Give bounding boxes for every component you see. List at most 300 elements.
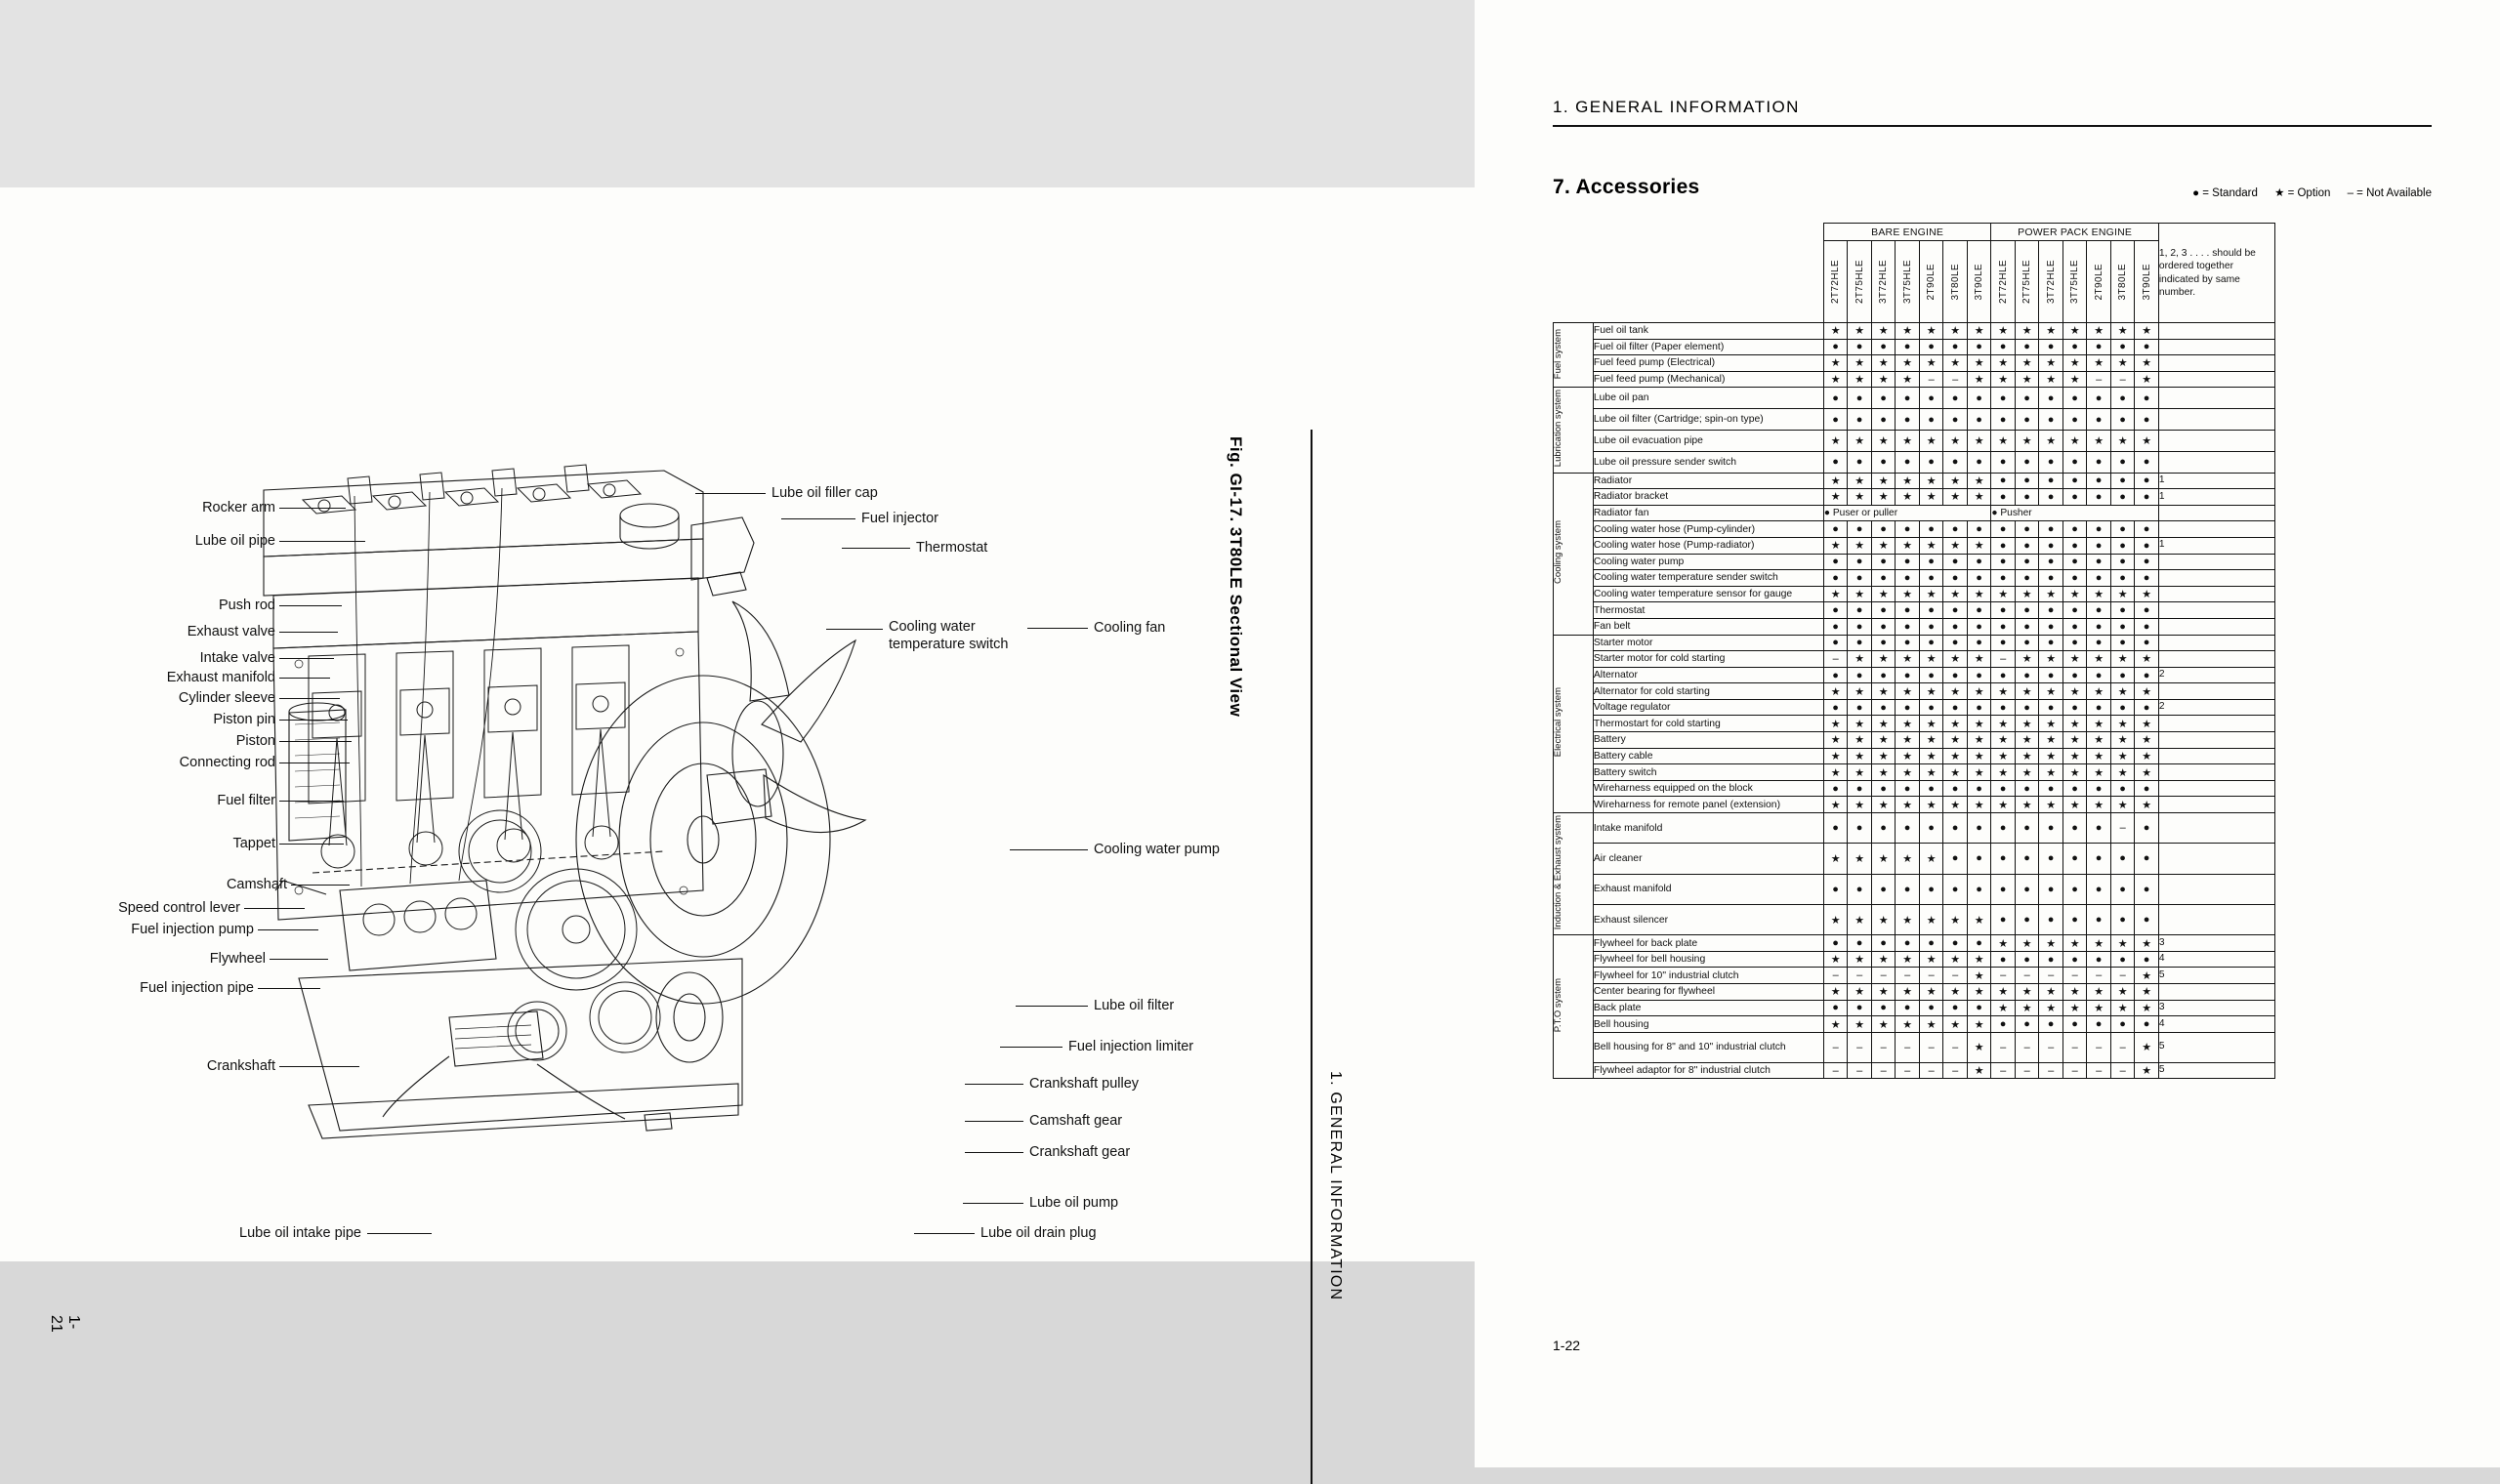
- availability-mark: ●: [1943, 935, 1968, 952]
- availability-mark: –: [1919, 1032, 1943, 1062]
- availability-mark: ●: [1848, 339, 1872, 355]
- order-note: [2158, 554, 2274, 570]
- availability-mark: ●: [1943, 780, 1968, 797]
- availability-mark: ★: [1823, 683, 1848, 700]
- availability-mark: ●: [2110, 1016, 2135, 1033]
- accessory-name: Wireharness for remote panel (extension): [1593, 797, 1823, 813]
- order-note: [2158, 430, 2274, 451]
- model-header-bare: 2T75HLE: [1848, 241, 1872, 323]
- availability-mark: ★: [2135, 716, 2159, 732]
- availability-mark: ★: [2110, 732, 2135, 749]
- availability-mark: ●: [2039, 667, 2063, 683]
- availability-mark: ●: [1919, 935, 1943, 952]
- order-note: [2158, 388, 2274, 409]
- availability-mark: ★: [1896, 430, 1920, 451]
- availability-mark: ★: [1967, 586, 1991, 602]
- order-note: [2158, 323, 2274, 340]
- accessory-name: Flywheel for back plate: [1593, 935, 1823, 952]
- availability-mark: ★: [1871, 586, 1896, 602]
- leader-line: [279, 720, 348, 721]
- availability-mark: ★: [1919, 586, 1943, 602]
- availability-mark: ●: [1943, 635, 1968, 651]
- availability-mark: ★: [1823, 586, 1848, 602]
- leader-line: [781, 518, 855, 519]
- availability-mark: ★: [1896, 748, 1920, 764]
- availability-mark: ★: [2015, 1000, 2039, 1016]
- availability-mark: ★: [1848, 732, 1872, 749]
- availability-mark: ★: [1848, 537, 1872, 554]
- availability-mark: –: [2062, 1032, 2087, 1062]
- availability-mark: ●: [1871, 554, 1896, 570]
- availability-mark: ★: [1823, 904, 1848, 934]
- availability-mark: ★: [1967, 797, 1991, 813]
- availability-mark: ★: [1848, 904, 1872, 934]
- table-row: [1554, 355, 2275, 372]
- availability-mark: ●: [1848, 618, 1872, 635]
- availability-mark: ●: [2110, 618, 2135, 635]
- availability-mark: ★: [1871, 904, 1896, 934]
- callout-piston: Piston: [235, 733, 275, 749]
- availability-mark: ●: [1871, 339, 1896, 355]
- availability-mark: ★: [2087, 732, 2111, 749]
- availability-mark: –: [1896, 968, 1920, 984]
- availability-mark: ●: [2110, 537, 2135, 554]
- model-header-pp: 3T72HLE: [2039, 241, 2063, 323]
- availability-mark: –: [2062, 1062, 2087, 1079]
- order-note: [2158, 570, 2274, 587]
- availability-mark: ●: [1967, 521, 1991, 538]
- leader-line: [914, 1233, 975, 1234]
- availability-mark: –: [1896, 1062, 1920, 1079]
- order-note: [2158, 683, 2274, 700]
- availability-mark: ●: [1943, 451, 1968, 473]
- availability-mark: ●: [2015, 1016, 2039, 1033]
- availability-mark: –: [1896, 1032, 1920, 1062]
- availability-mark: ●: [2039, 473, 2063, 489]
- legend-not-available: – = Not Available: [2347, 187, 2432, 199]
- availability-mark: ★: [2039, 984, 2063, 1001]
- availability-mark: ●: [1919, 451, 1943, 473]
- availability-mark: ★: [1848, 797, 1872, 813]
- availability-mark: –: [1919, 1062, 1943, 1079]
- availability-mark: ●: [1967, 570, 1991, 587]
- availability-mark: –: [1943, 968, 1968, 984]
- availability-mark: ★: [1823, 473, 1848, 489]
- availability-mark: ●: [2087, 844, 2111, 874]
- availability-mark: ★: [2110, 935, 2135, 952]
- availability-mark: ●: [2110, 554, 2135, 570]
- availability-mark: ★: [2062, 683, 2087, 700]
- leader-line: [258, 988, 320, 989]
- availability-mark: ●: [1991, 780, 2016, 797]
- availability-mark: ★: [1991, 323, 2016, 340]
- availability-mark: ★: [1896, 951, 1920, 968]
- availability-mark: ★: [1967, 951, 1991, 968]
- availability-mark: ★: [1823, 844, 1848, 874]
- availability-mark: ★: [2015, 748, 2039, 764]
- availability-mark: ●: [2110, 635, 2135, 651]
- availability-mark: ★: [2039, 323, 2063, 340]
- group-label: Lubrication system: [1554, 388, 1594, 473]
- figure-caption: Fig. GI-17. 3T80LE Sectional View: [1227, 436, 1245, 718]
- availability-mark: ★: [2110, 797, 2135, 813]
- callout-crankshaft-pulley: Crankshaft pulley: [1029, 1076, 1140, 1092]
- availability-mark: ★: [1943, 430, 1968, 451]
- availability-mark: ★: [1871, 732, 1896, 749]
- availability-mark: ●: [1896, 554, 1920, 570]
- availability-mark: ●: [2135, 667, 2159, 683]
- availability-mark: ★: [1871, 489, 1896, 506]
- availability-mark: ★: [2015, 651, 2039, 668]
- availability-mark: ●: [2039, 521, 2063, 538]
- availability-mark: ★: [1871, 1016, 1896, 1033]
- availability-mark: –: [1919, 371, 1943, 388]
- table-row: [1554, 667, 2275, 683]
- availability-mark: ★: [1919, 732, 1943, 749]
- availability-mark: ●: [1871, 409, 1896, 431]
- availability-mark: ★: [1896, 683, 1920, 700]
- table-row: [1554, 780, 2275, 797]
- availability-mark: ★: [1919, 651, 1943, 668]
- availability-mark: ★: [1871, 984, 1896, 1001]
- model-header-bare: 3T72HLE: [1871, 241, 1896, 323]
- group-label: Fuel system: [1554, 323, 1594, 388]
- availability-mark: ★: [1848, 951, 1872, 968]
- availability-mark: ●: [2135, 554, 2159, 570]
- availability-mark: ★: [2087, 716, 2111, 732]
- availability-mark: ●: [1896, 780, 1920, 797]
- availability-mark: ●: [2062, 699, 2087, 716]
- availability-mark: ★: [2110, 355, 2135, 372]
- availability-mark: ●: [2039, 339, 2063, 355]
- availability-mark: ●: [2015, 537, 2039, 554]
- availability-mark: ★: [1991, 586, 2016, 602]
- availability-mark: ★: [2039, 797, 2063, 813]
- availability-mark: ●: [2015, 339, 2039, 355]
- header-spacer-group: [1554, 224, 1594, 323]
- availability-mark: ●: [1991, 489, 2016, 506]
- availability-mark: ★: [1943, 732, 1968, 749]
- availability-mark: ★: [1967, 732, 1991, 749]
- group-label: P.T.O system: [1554, 935, 1594, 1079]
- table-row: [1554, 554, 2275, 570]
- availability-mark: ★: [1848, 489, 1872, 506]
- availability-mark: ●: [2135, 521, 2159, 538]
- callout-lube-oil-filter: Lube oil filter: [1094, 998, 1175, 1013]
- availability-mark: –: [1823, 1062, 1848, 1079]
- availability-mark: ●: [1823, 813, 1848, 844]
- availability-mark: ★: [1991, 430, 2016, 451]
- availability-mark: ★: [2039, 935, 2063, 952]
- model-header-bare: 3T90LE: [1967, 241, 1991, 323]
- availability-mark: ★: [2135, 764, 2159, 781]
- order-note: [2158, 874, 2274, 904]
- chapter-label-left: 1. GENERAL INFORMATION: [1327, 1071, 1344, 1301]
- availability-mark: ★: [2039, 732, 2063, 749]
- availability-mark: ●: [2135, 618, 2159, 635]
- table-row: [1554, 473, 2275, 489]
- availability-mark: ●: [1871, 570, 1896, 587]
- accessory-name: Lube oil pan: [1593, 388, 1823, 409]
- availability-mark: ●: [1943, 699, 1968, 716]
- availability-mark: ★: [2135, 748, 2159, 764]
- table-row: [1554, 570, 2275, 587]
- availability-mark: ●: [2135, 388, 2159, 409]
- availability-mark: ●: [1848, 635, 1872, 651]
- accessory-name: Cooling water hose (Pump-radiator): [1593, 537, 1823, 554]
- accessory-name: Flywheel adaptor for 8" industrial clutch: [1593, 1062, 1823, 1079]
- availability-mark: ★: [2015, 323, 2039, 340]
- order-note: [2158, 339, 2274, 355]
- availability-mark: ●: [1896, 602, 1920, 619]
- order-note: [2158, 521, 2274, 538]
- order-note: [2158, 651, 2274, 668]
- table-row: [1554, 339, 2275, 355]
- availability-mark: ★: [2015, 797, 2039, 813]
- availability-mark: ★: [2015, 935, 2039, 952]
- availability-mark: ●: [2015, 388, 2039, 409]
- availability-mark: ●: [2087, 635, 2111, 651]
- table-row: [1554, 388, 2275, 409]
- availability-mark: ★: [1943, 683, 1968, 700]
- availability-mark: ●: [1871, 602, 1896, 619]
- availability-mark: ★: [1967, 1032, 1991, 1062]
- availability-mark: ●: [1967, 780, 1991, 797]
- availability-mark: ●: [2110, 667, 2135, 683]
- availability-mark: –: [2087, 371, 2111, 388]
- availability-mark: ●: [1991, 451, 2016, 473]
- callout-lube-oil-intake-pipe: Lube oil intake pipe: [239, 1225, 361, 1241]
- accessory-name: Cooling water temperature sensor for gauge: [1593, 586, 1823, 602]
- availability-mark: ★: [2015, 764, 2039, 781]
- availability-mark: ★: [2110, 748, 2135, 764]
- availability-mark: ★: [2039, 683, 2063, 700]
- availability-mark: ●: [2110, 473, 2135, 489]
- availability-mark: ●: [1991, 602, 2016, 619]
- availability-mark: ★: [2015, 355, 2039, 372]
- leader-line: [279, 844, 344, 845]
- availability-mark: ●: [2110, 388, 2135, 409]
- availability-mark: ●: [2062, 904, 2087, 934]
- availability-mark: ●: [1896, 409, 1920, 431]
- availability-mark: ●: [2087, 409, 2111, 431]
- availability-mark: ★: [1943, 473, 1968, 489]
- availability-mark: ★: [1848, 683, 1872, 700]
- availability-mark: ★: [1919, 489, 1943, 506]
- availability-mark: ●: [2135, 537, 2159, 554]
- availability-mark: ●: [2062, 570, 2087, 587]
- availability-mark: ●: [2015, 951, 2039, 968]
- availability-mark: ●: [2087, 874, 2111, 904]
- order-note: 5: [2158, 1062, 2274, 1079]
- availability-mark: ★: [2110, 586, 2135, 602]
- availability-mark: ★: [2087, 984, 2111, 1001]
- availability-mark: ★: [1871, 683, 1896, 700]
- availability-mark: ●: [1967, 813, 1991, 844]
- availability-mark: ★: [2062, 764, 2087, 781]
- table-row: [1554, 699, 2275, 716]
- availability-mark: ★: [2135, 323, 2159, 340]
- availability-mark: ●: [1823, 780, 1848, 797]
- callout-lube-oil-pipe: Lube oil pipe: [194, 533, 275, 549]
- availability-mark: ●: [1943, 667, 1968, 683]
- availability-mark: ●: [1943, 1000, 1968, 1016]
- model-header-bare: 2T90LE: [1919, 241, 1943, 323]
- availability-mark: ●: [1823, 635, 1848, 651]
- order-note: [2158, 984, 2274, 1001]
- availability-mark: ★: [1991, 355, 2016, 372]
- table-row: [1554, 813, 2275, 844]
- availability-mark: ●: [1991, 635, 2016, 651]
- section-title: 7. Accessories: [1553, 176, 1700, 198]
- availability-mark: ★: [1943, 489, 1968, 506]
- availability-mark: ★: [2015, 371, 2039, 388]
- availability-mark: –: [2110, 968, 2135, 984]
- availability-mark: ★: [1823, 797, 1848, 813]
- accessory-name: Fuel feed pump (Mechanical): [1593, 371, 1823, 388]
- availability-mark: ●: [1823, 935, 1848, 952]
- accessory-name: Cooling water temperature sender switch: [1593, 570, 1823, 587]
- order-note: 2: [2158, 667, 2274, 683]
- availability-mark: ●: [1823, 521, 1848, 538]
- availability-mark: ●: [1871, 813, 1896, 844]
- callout-fuel-injection-limiter: Fuel injection limiter: [1068, 1039, 1194, 1054]
- availability-mark: ●: [1871, 780, 1896, 797]
- availability-mark: ★: [1896, 732, 1920, 749]
- page-divider-rule: [1311, 430, 1312, 1484]
- accessory-name: Air cleaner: [1593, 844, 1823, 874]
- availability-mark: ★: [1967, 984, 1991, 1001]
- availability-mark: ●: [2087, 554, 2111, 570]
- accessory-name: Voltage regulator: [1593, 699, 1823, 716]
- availability-mark: ●: [1967, 699, 1991, 716]
- callout-fuel-injection-pipe: Fuel injection pipe: [140, 980, 254, 996]
- availability-mark: ●: [2135, 1016, 2159, 1033]
- model-header-pp: 2T75HLE: [2015, 241, 2039, 323]
- callout-cylinder-sleeve: Cylinder sleeve: [178, 690, 275, 706]
- order-note: [2158, 764, 2274, 781]
- availability-mark: ★: [2087, 935, 2111, 952]
- leader-line: [1027, 628, 1088, 629]
- availability-mark: ●: [1943, 618, 1968, 635]
- availability-mark: ●: [1896, 388, 1920, 409]
- accessory-name: Thermostat: [1593, 602, 1823, 619]
- availability-mark: ★: [2087, 764, 2111, 781]
- availability-mark: ●: [1871, 388, 1896, 409]
- availability-mark: ●: [1943, 844, 1968, 874]
- availability-mark: ●: [2039, 904, 2063, 934]
- availability-mark: ★: [2039, 371, 2063, 388]
- availability-mark: ★: [1943, 797, 1968, 813]
- callout-speed-control-lever: Speed control lever: [118, 900, 240, 916]
- availability-mark: ●: [1943, 813, 1968, 844]
- availability-mark: ★: [1871, 764, 1896, 781]
- availability-mark: ●: [1823, 451, 1848, 473]
- availability-mark: ★: [1848, 748, 1872, 764]
- availability-mark: ●: [1919, 1000, 1943, 1016]
- page-left: [0, 187, 1475, 1333]
- callout-camshaft: Camshaft: [226, 877, 287, 892]
- availability-mark: ●: [2087, 904, 2111, 934]
- availability-mark: ●: [1823, 409, 1848, 431]
- availability-mark: ●: [2135, 473, 2159, 489]
- availability-mark: ●: [1919, 554, 1943, 570]
- availability-mark: ●: [1919, 618, 1943, 635]
- availability-mark: ●: [2015, 451, 2039, 473]
- availability-mark: ●: [2039, 451, 2063, 473]
- availability-mark: ●: [1967, 554, 1991, 570]
- callout-lube-oil-filler-cap: Lube oil filler cap: [771, 485, 878, 501]
- availability-mark: ★: [1823, 1016, 1848, 1033]
- header-power-pack-engine: POWER PACK ENGINE: [1991, 224, 2159, 241]
- table-row: [1554, 371, 2275, 388]
- availability-mark: ★: [1991, 732, 2016, 749]
- availability-mark: ●: [2135, 409, 2159, 431]
- model-header-pp: 3T80LE: [2110, 241, 2135, 323]
- availability-mark: ●: [2087, 602, 2111, 619]
- availability-mark: ●: [2062, 618, 2087, 635]
- availability-mark: ★: [1943, 716, 1968, 732]
- availability-mark: ★: [2062, 797, 2087, 813]
- availability-mark: ★: [1967, 489, 1991, 506]
- availability-mark: –: [1943, 371, 1968, 388]
- accessory-name: Exhaust manifold: [1593, 874, 1823, 904]
- availability-mark: –: [1991, 968, 2016, 984]
- availability-mark: ●: [1896, 667, 1920, 683]
- availability-mark: ●: [1823, 874, 1848, 904]
- availability-mark: ●: [2015, 844, 2039, 874]
- availability-mark: ★: [2135, 355, 2159, 372]
- availability-mark: ★: [1823, 371, 1848, 388]
- availability-mark: ●: [2110, 699, 2135, 716]
- availability-mark: –: [2110, 1062, 2135, 1079]
- availability-mark: ★: [1871, 430, 1896, 451]
- availability-mark: ★: [1967, 683, 1991, 700]
- callout-tappet: Tappet: [232, 836, 275, 851]
- availability-mark: –: [2087, 968, 2111, 984]
- availability-mark: ●: [2062, 635, 2087, 651]
- availability-mark: ★: [2015, 683, 2039, 700]
- accessory-name: Fan belt: [1593, 618, 1823, 635]
- model-header-pp: 3T90LE: [2135, 241, 2159, 323]
- availability-mark: ★: [2062, 651, 2087, 668]
- availability-mark: ●: [2135, 635, 2159, 651]
- accessory-name: Flywheel for bell housing: [1593, 951, 1823, 968]
- leader-line: [695, 493, 766, 494]
- availability-mark: ★: [2015, 984, 2039, 1001]
- order-note: [2158, 635, 2274, 651]
- accessory-name: Battery cable: [1593, 748, 1823, 764]
- table-row: [1554, 430, 2275, 451]
- table-row: [1554, 951, 2275, 968]
- availability-mark: ●: [1823, 602, 1848, 619]
- availability-mark: ●: [2110, 521, 2135, 538]
- availability-mark: ●: [1871, 521, 1896, 538]
- callout-connecting-rod: Connecting rod: [179, 755, 275, 770]
- availability-mark: ●: [2110, 409, 2135, 431]
- availability-mark: ●: [1823, 388, 1848, 409]
- availability-mark: –: [1823, 1032, 1848, 1062]
- availability-mark: ●: [1991, 667, 2016, 683]
- callout-fuel-injector: Fuel injector: [861, 511, 938, 526]
- availability-mark: ★: [1896, 537, 1920, 554]
- availability-mark: ●: [1943, 602, 1968, 619]
- order-note: [2158, 586, 2274, 602]
- availability-mark: ●: [1919, 667, 1943, 683]
- availability-mark: ★: [1919, 473, 1943, 489]
- order-note: 2: [2158, 699, 2274, 716]
- accessory-name: Radiator bracket: [1593, 489, 1823, 506]
